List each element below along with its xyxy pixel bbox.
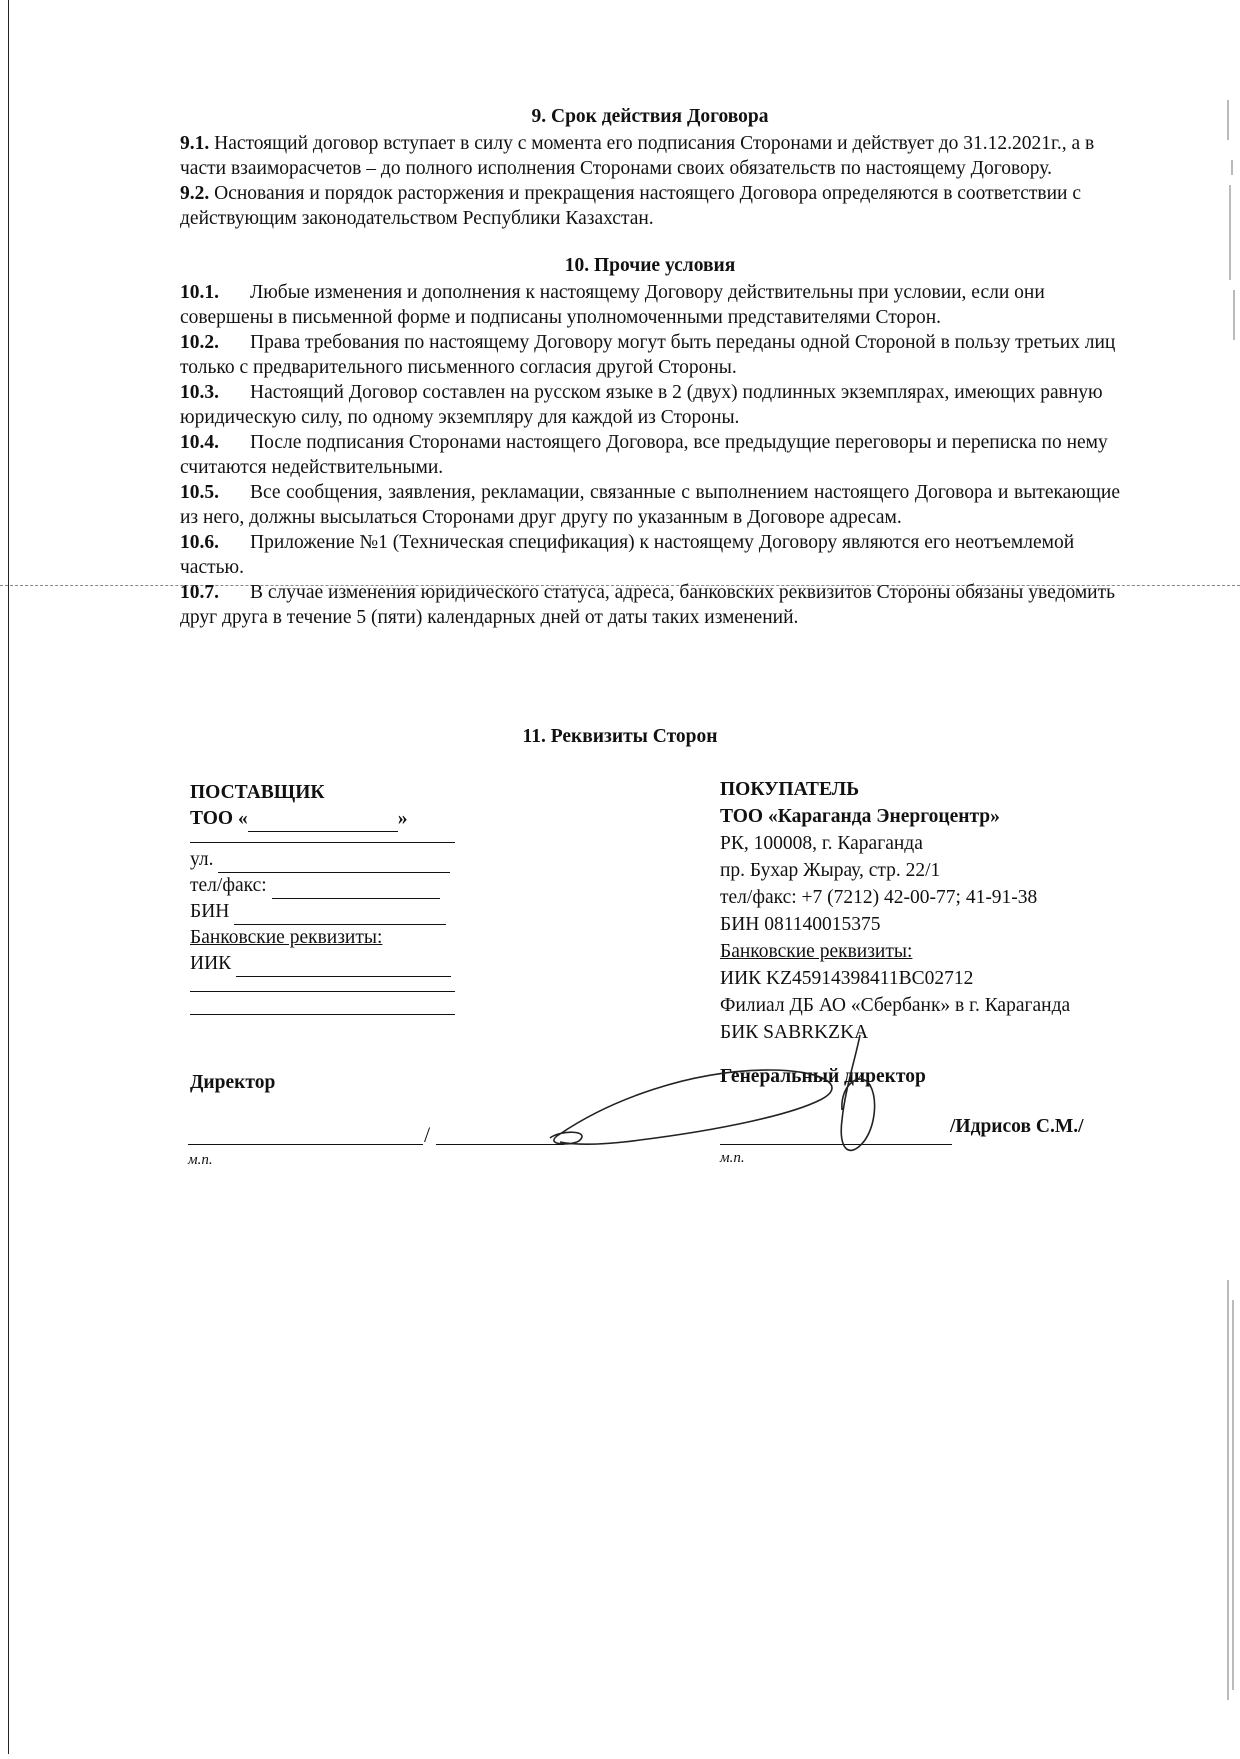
buyer-company: ТОО «Караганда Энергоцентр» — [720, 806, 1000, 827]
clause-10-1 — [180, 280, 1120, 330]
clause-9-1-num: 9.1. — [180, 133, 210, 154]
supplier-iik — [190, 951, 470, 977]
supplier-company-blank — [248, 813, 398, 832]
supplier-phone — [190, 873, 470, 899]
clause-text: Настоящий Договор составлен на русском языке в 2 (двух) подлинных экземплярах, имеющих равную юридическую силу, по одному экземпляру для каждой из Стороны. — [180, 382, 1103, 428]
buyer-address-2: пр. Бухар Жырау, стр. 22/1 — [720, 860, 941, 881]
supplier-extra-line-2 — [190, 1014, 455, 1015]
clause-number: 10.7. — [180, 582, 219, 603]
buyer-address-1: РК, 100008, г. Караганда — [720, 833, 923, 854]
supplier-line — [190, 842, 455, 843]
clause-10-6 — [180, 530, 1120, 580]
scan-edge-right — [1224, 0, 1240, 1754]
clause-10-4 — [180, 430, 1120, 480]
buyer-director-label: Генеральный директор — [720, 1066, 926, 1087]
clause-9-2 — [180, 181, 1120, 231]
clause-10-3 — [180, 380, 1120, 430]
buyer-iik: ИИК KZ45914398411BC02712 — [720, 968, 974, 989]
supplier-company-prefix: ТОО « — [190, 808, 248, 829]
buyer-bik: БИК SABRKZKA — [720, 1022, 869, 1043]
clause-10-7 — [180, 580, 1120, 630]
clause-text: После подписания Сторонами настоящего Договора, все предыдущие переговоры и переписка по нему считаются недействительными. — [180, 432, 1108, 478]
section-10-clauses — [180, 280, 1120, 630]
buyer-block — [720, 776, 1140, 1046]
buyer-phone: тел/факс: +7 (7212) 42-00-77; 41-91-38 — [720, 887, 1038, 908]
scan-noise-icon — [1224, 0, 1240, 1754]
section-9-title: 9. Срок действия Договора — [531, 106, 769, 127]
clause-9-2-num: 9.2. — [180, 183, 210, 204]
clause-text: В случае изменения юридического статуса, адреса, банковских реквизитов Стороны обязаны уведомить друг друга в течение 5 (пяти) календарных дней от даты таких изменений. — [180, 582, 1116, 628]
clause-10-2 — [180, 330, 1120, 380]
supplier-extra-line-1 — [190, 991, 455, 992]
clause-text: Права требования по настоящему Договору могут быть переданы одной Стороной в пользу третьих лиц только с предварительного письменного согласия другой Стороны. — [180, 332, 1116, 378]
supplier-iik-blank — [236, 958, 451, 977]
supplier-company-suffix: » — [397, 808, 408, 829]
supplier-bank-label: Банковские реквизиты: — [190, 927, 383, 948]
clause-9-2-text: Основания и порядок расторжения и прекращения настоящего Договора определяются в соответствии с действующим законодательством Республики Казахстан. — [180, 183, 1081, 229]
supplier-street-blank — [218, 854, 450, 873]
supplier-street — [190, 847, 470, 873]
supplier-block — [190, 780, 470, 1019]
clause-number: 10.5. — [180, 482, 219, 503]
supplier-bin — [190, 899, 470, 925]
supplier-stamp-place: м.п. — [188, 1152, 213, 1168]
contract-body — [180, 104, 1120, 630]
supplier-bin-blank — [234, 906, 446, 925]
buyer-branch: Филиал ДБ АО «Сбербанк» в г. Караганда — [720, 995, 1071, 1016]
section-11-title: 11. Реквизиты Сторон — [522, 726, 718, 747]
supplier-street-label: ул. — [190, 849, 214, 870]
buyer-heading: ПОКУПАТЕЛЬ — [720, 779, 860, 800]
supplier-heading: ПОСТАВЩИК — [190, 782, 325, 803]
clause-9-1 — [180, 131, 1120, 181]
scan-edge-left — [8, 0, 9, 1754]
supplier-company — [190, 806, 470, 832]
buyer-bank-label: Банковские реквизиты: — [720, 941, 913, 962]
clause-text: Приложение №1 (Техническая спецификация) к настоящему Договору являются его неотъемлемой частью. — [180, 532, 1075, 578]
supplier-phone-blank — [272, 880, 440, 899]
supplier-signature-line — [188, 1144, 423, 1145]
supplier-signature-slash: / — [424, 1122, 431, 1147]
supplier-iik-label: ИИК — [190, 953, 232, 974]
clause-number: 10.2. — [180, 332, 219, 353]
clause-9-1-text: Настоящий договор вступает в силу с момента его подписания Сторонами и действует до 31.12.2021г., а в части взаиморасчетов – до полного исполнения Сторонами своих обязательств по настоящему Договору. — [180, 133, 1095, 179]
supplier-phone-label: тел/факс: — [190, 875, 267, 896]
supplier-director-label: Директор — [190, 1072, 276, 1093]
clause-text: Любые изменения и дополнения к настоящему Договору действительны при условии, если они совершены в письменной форме и подписаны уполномоченными представителями Сторон. — [180, 282, 1045, 328]
handwritten-signature-icon — [520, 1030, 940, 1170]
clause-number: 10.1. — [180, 282, 219, 303]
section-10-title: 10. Прочие условия — [564, 255, 736, 276]
clause-number: 10.4. — [180, 432, 219, 453]
buyer-stamp-place: м.п. — [720, 1150, 745, 1166]
clause-number: 10.3. — [180, 382, 219, 403]
buyer-signatory-name: /Идрисов С.М./ — [950, 1116, 1084, 1137]
clause-10-5 — [180, 480, 1120, 530]
clause-text: Все сообщения, заявления, рекламации, связанные с выполнением настоящего Договора и вытекающие из него, должны высылаться Сторонами друг другу по указанным в Договоре адресам. — [180, 482, 1120, 528]
buyer-bin: БИН 081140015375 — [720, 914, 881, 935]
supplier-bin-label: БИН — [190, 901, 230, 922]
clause-number: 10.6. — [180, 532, 219, 553]
